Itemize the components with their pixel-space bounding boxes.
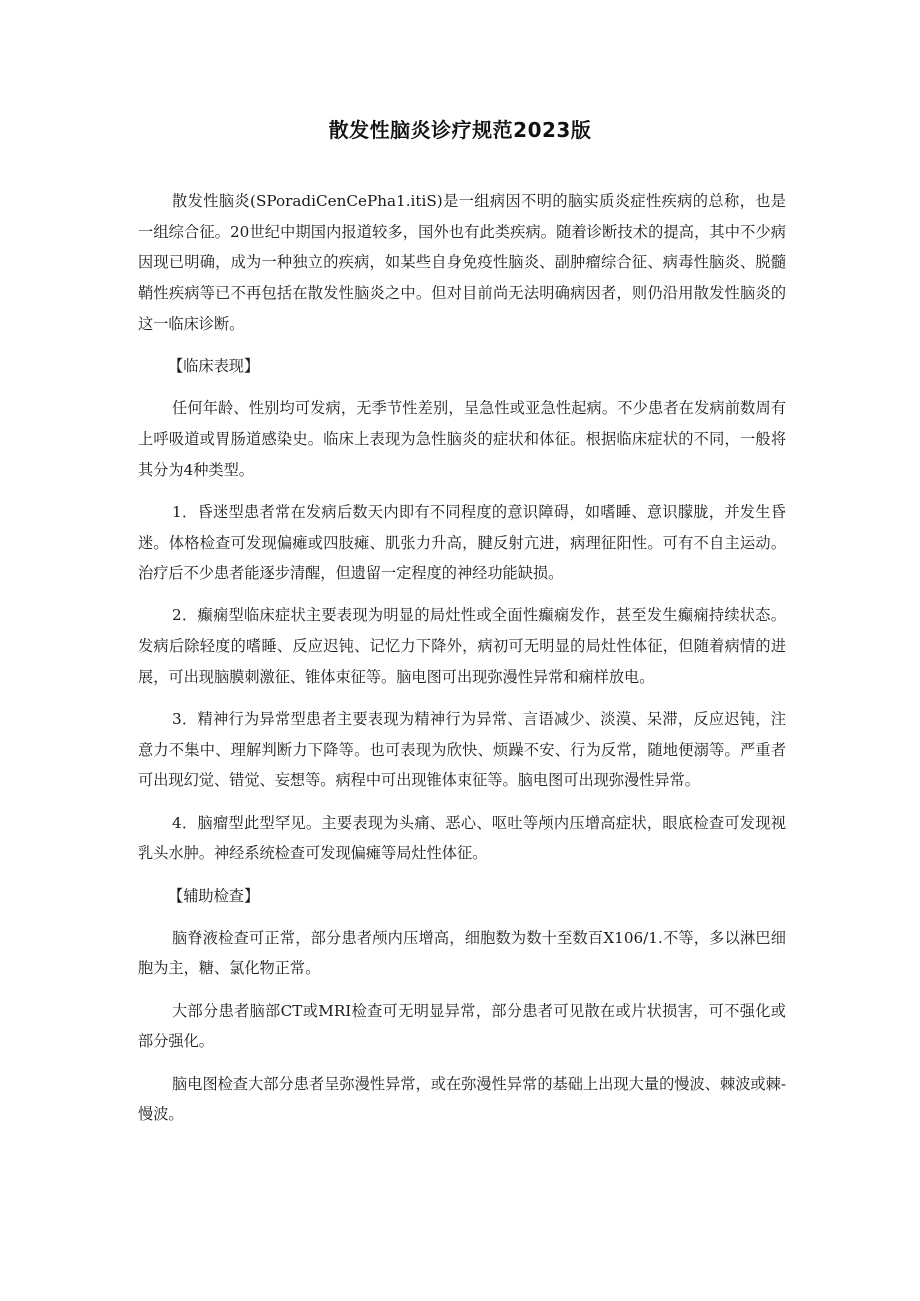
document-body [138, 186, 786, 1141]
clinical-overview-paragraph: 任何年龄、性别均可发病，无季节性差别，呈急性或亚急性起病。不少患者在发病前数周有上呼吸道或胃肠道感染史。临床上表现为急性脑炎的症状和体征。根据临床症状的不同，一般将其分为4种类型。 [138, 399, 786, 479]
imaging-exam-paragraph: 大部分患者脑部CT或MRI检查可无明显异常，部分患者可见散在或片状损害，可不强化或部分强化。 [138, 1001, 786, 1051]
type-3-psychiatric-paragraph: 3．精神行为异常型患者主要表现为精神行为异常、言语减少、淡漠、呆滞，反应迟钝，注意力不集中、理解判断力下降等。也可表现为欣快、烦躁不安、行为反常，随地便溺等。严重者可出现幻觉、错觉、妄想等。病程中可出现锥体束征等。脑电图可出现弥漫性异常。 [138, 710, 786, 790]
section-heading-clinical: 【临床表现】 [168, 357, 260, 376]
eeg-exam-paragraph: 脑电图检查大部分患者呈弥漫性异常，或在弥漫性异常的基础上出现大量的慢波、棘波或棘-慢波。 [138, 1074, 786, 1124]
csf-exam-paragraph: 脑脊液检查可正常，部分患者颅内压增高，细胞数为数十至数百X106/1.不等，多以淋巴细胞为主，糖、氯化物正常。 [138, 928, 786, 978]
type-4-tumor-paragraph: 4．脑瘤型此型罕见。主要表现为头痛、恶心、呕吐等颅内压增高症状，眼底检查可发现视乳头水肿。神经系统检查可发现偏瘫等局灶性体征。 [138, 813, 786, 863]
type-2-epilepsy-paragraph: 2．癫痫型临床症状主要表现为明显的局灶性或全面性癫痫发作，甚至发生癫痫持续状态。发病后除轻度的嗜睡、反应迟钝、记忆力下降外，病初可无明显的局灶性体征，但随着病情的进展，可出现脑膜刺激征、锥体束征等。脑电图可出现弥漫性异常和痫样放电。 [138, 606, 786, 686]
section-heading-auxiliary: 【辅助检查】 [168, 886, 260, 905]
type-1-coma-paragraph: 1．昏迷型患者常在发病后数天内即有不同程度的意识障碍，如嗜睡、意识朦胧，并发生昏迷。体格检查可发现偏瘫或四肢瘫、肌张力升高，腱反射亢进，病理征阳性。可有不自主运动。治疗后不少患者能逐步清醒，但遗留一定程度的神经功能缺损。 [138, 502, 786, 583]
document-title: 散发性脑炎诊疗规范2023版 [328, 118, 592, 142]
intro-paragraph: 散发性脑炎(SPoradiCenCePha1.itiS)是一组病因不明的脑实质炎症性疾病的总称，也是一组综合征。20世纪中期国内报道较多，国外也有此类疾病。随着诊断技术的提高，其中不少病因现已明确，成为一种独立的疾病，如某些自身免疫性脑炎、副肿瘤综合征、病毒性脑炎、脱髓鞘性疾病等已不再包括在散发性脑炎之中。但对目前尚无法明确病因者，则仍沿用散发性脑炎的这一临床诊断。 [138, 192, 786, 333]
